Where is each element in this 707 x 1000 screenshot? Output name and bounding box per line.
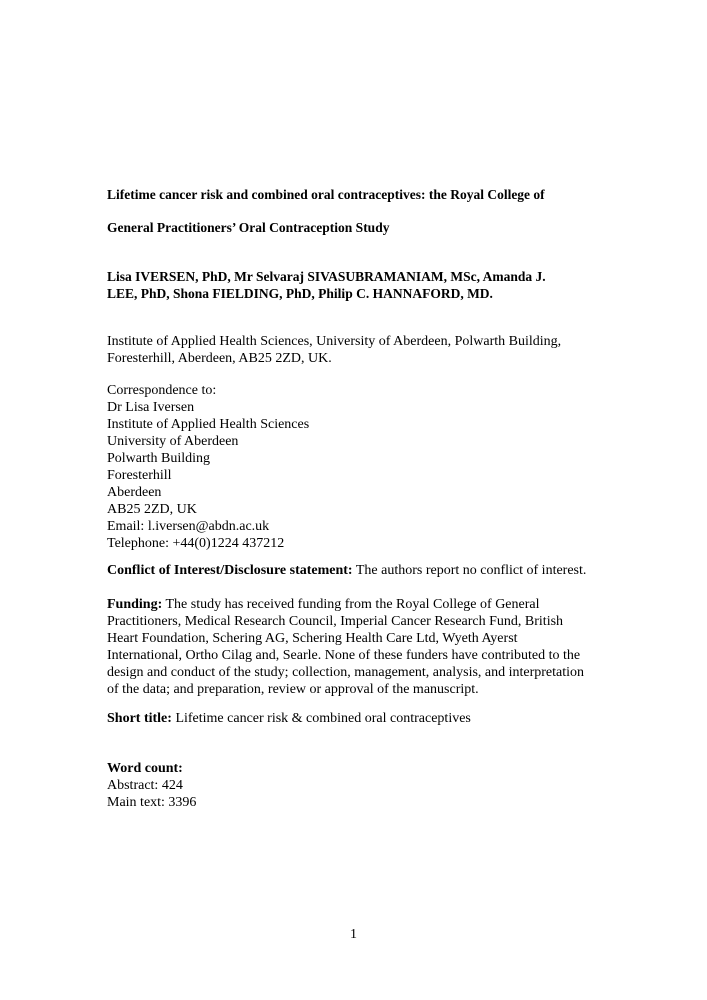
conflict-statement [107, 562, 607, 579]
funding-line-1 [107, 596, 607, 613]
word-count-abstract: Abstract: 424 [107, 778, 183, 793]
funding-text: The study has received funding from the Royal College of General [162, 597, 540, 612]
correspondence-telephone: Telephone: +44(0)1224 437212 [107, 536, 285, 551]
short-title-line [107, 710, 607, 727]
correspondence-line: Polwarth Building [107, 451, 211, 466]
correspondence-line: University of Aberdeen [107, 434, 239, 449]
funding-label: Funding: [107, 597, 163, 612]
correspondence-line: Aberdeen [107, 485, 162, 500]
author-list-line-1: Lisa IVERSEN, PhD, Mr Selvaraj SIVASUBRAMANIAM, MSc, Amanda J. [107, 269, 546, 284]
affiliation [107, 333, 607, 367]
word-count-block [107, 760, 607, 811]
correspondence-line: Foresterhill [107, 468, 172, 483]
author-list [107, 268, 607, 302]
funding-line-3: Heart Foundation, Schering AG, Schering Health Care Ltd, Wyeth Ayerst [107, 631, 518, 646]
funding-line-5: design and conduct of the study; collection, management, analysis, and interpretation [107, 665, 585, 680]
paper-title [107, 186, 607, 203]
word-count-heading: Word count: [107, 761, 183, 776]
correspondence-line: Dr Lisa Iversen [107, 400, 195, 415]
short-title-label: Short title: [107, 711, 172, 726]
conflict-label: Conflict of Interest/Disclosure statement: [107, 563, 353, 578]
word-count-main-text: Main text: 3396 [107, 795, 197, 810]
correspondence-line: AB25 2ZD, UK [107, 502, 197, 517]
page-number: 1 [350, 927, 357, 942]
funding-line-2: Practitioners, Medical Research Council, Imperial Cancer Research Fund, British [107, 614, 564, 629]
short-title-text: Lifetime cancer risk & combined oral contraceptives [171, 711, 471, 726]
author-list-line-2: LEE, PhD, Shona FIELDING, PhD, Philip C. HANNAFORD, MD. [107, 286, 493, 301]
conflict-text: The authors report no conflict of interest. [352, 563, 587, 578]
conflict-statement-line [107, 562, 607, 579]
correspondence-line: Institute of Applied Health Sciences [107, 417, 310, 432]
funding-line-4: International, Ortho Cilag and, Searle. None of these funders have contributed to the [107, 648, 581, 663]
short-title-statement [107, 710, 607, 727]
correspondence-block [107, 382, 607, 552]
correspondence-email: Email: l.iversen@abdn.ac.uk [107, 519, 270, 534]
funding-line-6: of the data; and preparation, review or approval of the manuscript. [107, 682, 479, 697]
paper-title-continued [107, 219, 607, 236]
paper-title-line-1: Lifetime cancer risk and combined oral contraceptives: the Royal College of [107, 187, 545, 202]
affiliation-line-2: Foresterhill, Aberdeen, AB25 2ZD, UK. [107, 351, 332, 366]
paper-title-line-2: General Practitioners’ Oral Contraception Study [107, 220, 390, 235]
funding-statement [107, 596, 607, 698]
affiliation-line-1: Institute of Applied Health Sciences, University of Aberdeen, Polwarth Building, [107, 334, 562, 349]
correspondence-heading: Correspondence to: [107, 383, 217, 398]
